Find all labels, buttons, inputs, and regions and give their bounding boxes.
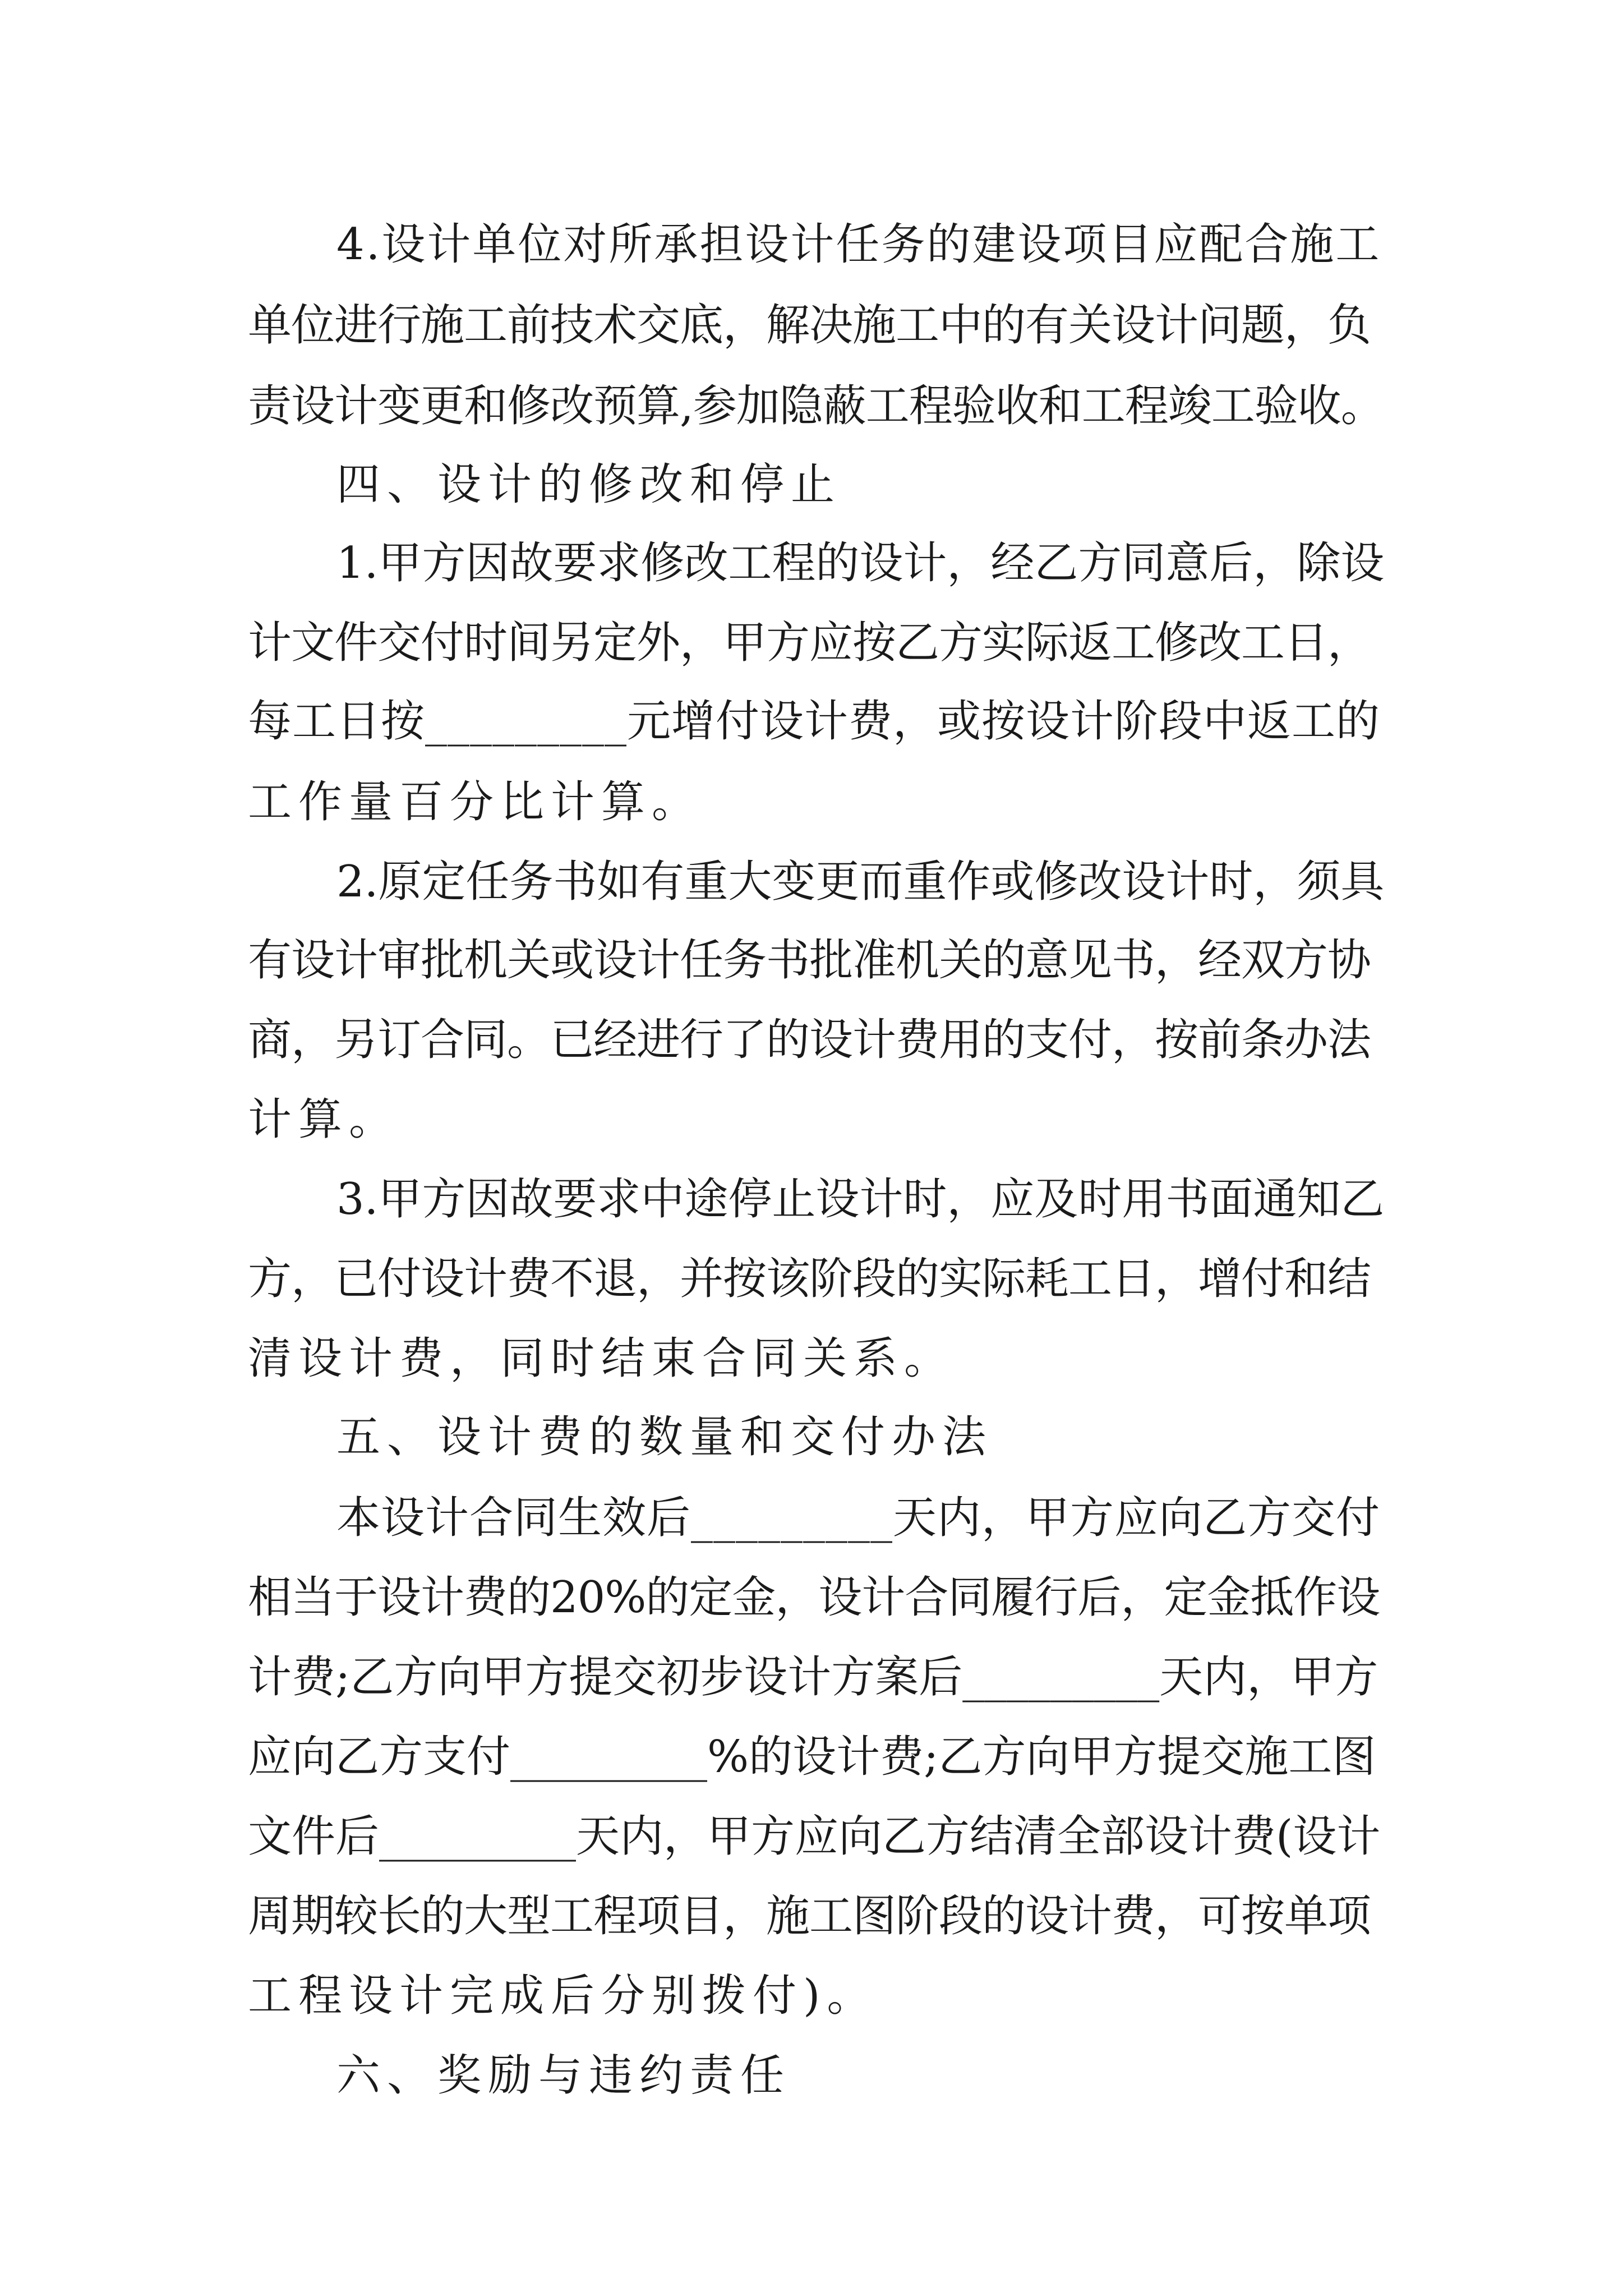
section-heading: 五、设计费的数量和交付办法	[336, 1412, 993, 1462]
text-line: 商，另订合同。已经进行了的设计费用的支付，按前条办法	[248, 1015, 1371, 1065]
text-line: 责设计变更和修改预算,参加隐蔽工程验收和工程竣工验收。	[248, 381, 1384, 431]
text-line: 清设计费，同时结束合同关系。	[248, 1333, 955, 1384]
text-line: 单位进行施工前技术交底，解决施工中的有关设计问题，负	[248, 300, 1371, 351]
text-line: 计文件交付时间另定外，甲方应按乙方实际返工修改工日，	[248, 618, 1371, 668]
text-line: 工程设计完成后分别拨付)。	[248, 1971, 878, 2021]
text-line: 文件后_________天内，甲方应向乙方结清全部设计费(设计	[248, 1811, 1381, 1862]
text-line: 本设计合同生效后_________天内，甲方应向乙方交付	[336, 1493, 1381, 1543]
text-line: 计费;乙方向甲方提交初步设计方案后_________天内，甲方	[248, 1652, 1378, 1703]
text-line: 4.设计单位对所承担设计任务的建设项目应配合施工	[336, 219, 1381, 270]
text-line: 计算。	[248, 1094, 400, 1145]
text-line: 每工日按_________元增付设计费，或按设计阶段中返工的	[248, 696, 1381, 747]
section-heading: 四、设计的修改和停止	[336, 459, 842, 510]
text-line: 2.原定任务书如有重大变更而重作或修改设计时，须具	[336, 857, 1385, 907]
text-line: 工作量百分比计算。	[248, 777, 703, 827]
text-line: 应向乙方支付_________%的设计费;乙方向甲方提交施工图	[248, 1732, 1376, 1782]
text-line: 3.甲方因故要求中途停止设计时，应及时用书面通知乙	[336, 1174, 1385, 1225]
text-line: 相当于设计费的20%的定金，设计合同履行后，定金抵作设	[248, 1572, 1380, 1623]
text-line: 有设计审批机关或设计任务书批准机关的意见书，经双方协	[248, 935, 1371, 986]
text-line: 1.甲方因故要求修改工程的设计，经乙方同意后，除设	[336, 538, 1385, 588]
text-line: 周期较长的大型工程项目，施工图阶段的设计费，可按单项	[248, 1891, 1371, 1941]
text-line: 方，已付设计费不退，并按该阶段的实际耗工日，增付和结	[248, 1254, 1371, 1304]
section-heading: 六、奖励与违约责任	[336, 2050, 791, 2101]
